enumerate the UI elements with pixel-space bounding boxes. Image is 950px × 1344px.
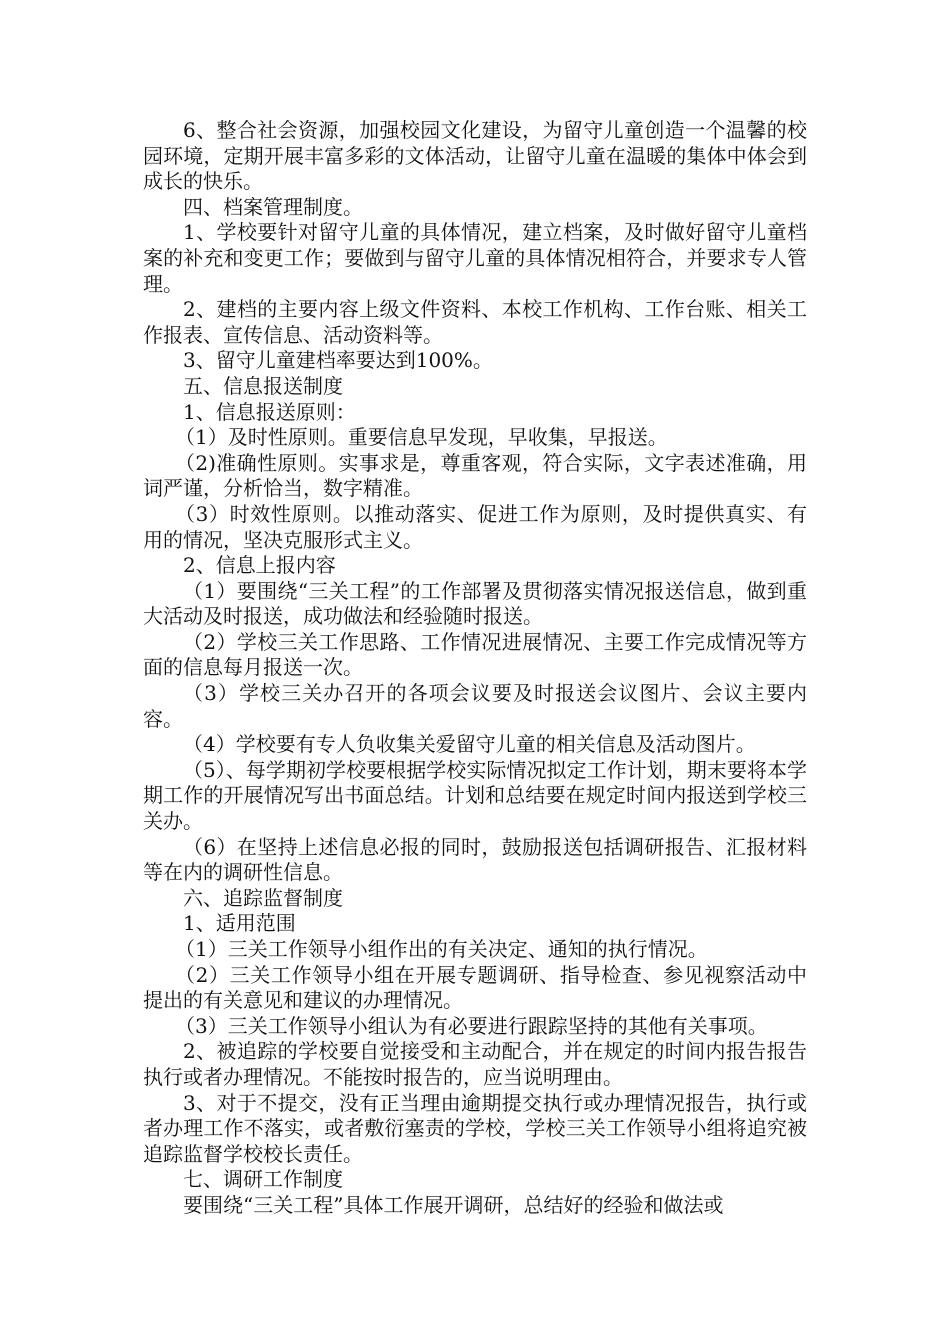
subheading: 1、适用范围 [183,911,296,936]
subheading: 1、信息报送原则： [183,399,356,424]
section-heading: 七、调研工作制度 [183,1167,343,1192]
list-item: （1）三关工作领导小组作出的有关决定、通知的执行情况。 [175,937,708,961]
subheading: 2、信息上报内容 [183,553,336,578]
section-heading: 四、档案管理制度。 [183,194,363,219]
document-page [143,118,807,1219]
paragraph: 2、被追踪的学校要自觉接受和主动配合，并在规定的时间内报告报告执行或者办理情况。不能按时报告的，应当说明理由。 [143,1039,807,1089]
list-item: （3）三关工作领导小组认为有必要进行跟踪坚持的其他有关事项。 [175,1013,768,1038]
paragraph: 1、学校要针对留守儿童的具体情况，建立档案，及时做好留守儿童档案的补充和变更工作；要做到与留守儿童的具体情况相符合，并要求专人管理。 [143,220,807,296]
list-item: （5）、每学期初学校要根据学校实际情况拟定工作计划，期末要将本学期工作的开展情况写出书面总结。计划和总结要在规定时间内报送到学校三关办。 [143,757,807,834]
paragraph: 3、对于不提交，没有正当理由逾期提交执行或办理情况报告，执行或者办理工作不落实，或者敷衍塞责的学校，学校三关工作领导小组将追究被追踪监督学校校长责任。 [143,1090,807,1166]
list-item: （1）及时性原则。重要信息早发现，早收集，早报送。 [175,425,668,450]
list-item: （2)准确性原则。实事求是，尊重客观，符合实际，文字表述准确，用词严谨，分析恰当，数字精准。 [143,450,807,501]
list-item: （2）三关工作领导小组在开展专题调研、指导检查、参见视察活动中提出的有关意见和建议的办理情况。 [143,962,807,1013]
list-item: （3）学校三关办召开的各项会议要及时报送会议图片、会议主要内容。 [143,681,807,731]
list-item: （2）学校三关工作思路、工作情况进展情况、主要工作完成情况等方面的信息每月报送一次。 [143,629,807,680]
paragraph: 2、建档的主要内容上级文件资料、本校工作机构、工作台账、相关工作报表、宣传信息、活动资料等。 [143,297,807,347]
list-item: （6）在坚持上述信息必报的同时，鼓励报送包括调研报告、汇报材料等在内的调研性信息。 [143,834,807,885]
section-heading: 六、追踪监督制度 [183,885,343,910]
paragraph: 要围绕“三关工程”具体工作展开调研，总结好的经验和做法或 [183,1192,724,1217]
section-heading: 五、信息报送制度 [183,373,343,398]
list-item: （3）时效性原则。以推动落实、促进工作为原则，及时提供真实、有用的情况，坚决克服形式主义。 [143,501,807,552]
paragraph: 6、整合社会资源，加强校园文化建设，为留守儿童创造一个温馨的校园环境，定期开展丰富多彩的文体活动，让留守儿童在温暖的集体中体会到成长的快乐。 [143,118,807,194]
paragraph: 3、留守儿童建档率要达到100%。 [183,348,493,373]
list-item: （1）要围绕“三关工程”的工作部署及贯彻落实情况报送信息，做到重大活动及时报送，成功做法和经验随时报送。 [143,578,807,629]
list-item: （4）学校要有专人负收集关爱留守儿童的相关信息及活动图片。 [183,732,756,757]
